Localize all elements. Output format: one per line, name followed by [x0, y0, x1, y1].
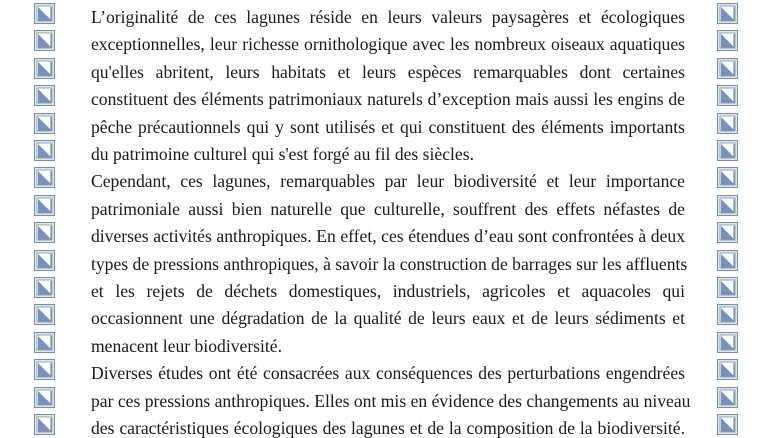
right-page-border — [717, 0, 741, 438]
broken-image-placeholder-icon — [34, 30, 56, 52]
text-line: exceptionnelles, leur richesse ornithologique avec les nombreux oiseaux aquatiques — [91, 34, 685, 55]
text-line: patrimoniale aussi bien naturelle que culturelle, souffrent des effets néfastes de — [91, 198, 685, 219]
broken-image-placeholder-icon — [34, 250, 56, 272]
paragraph-2 — [91, 168, 688, 360]
text-line: du patrimoine culturel qui s'est forgé au fil des siècles. — [91, 144, 474, 165]
broken-image-placeholder-icon — [717, 222, 739, 244]
text-line: Diverses études ont été consacrées aux conséquences des perturbations engendrées — [91, 363, 685, 384]
text-line: constituent des éléments patrimoniaux naturels d’exception mais aussi les engins de — [91, 89, 685, 110]
broken-image-placeholder-icon — [34, 195, 56, 217]
broken-image-placeholder-icon — [34, 277, 56, 299]
paragraph-3 — [91, 360, 691, 438]
broken-image-placeholder-icon — [34, 85, 56, 107]
left-page-border — [34, 0, 58, 438]
broken-image-placeholder-icon — [717, 332, 739, 354]
broken-image-placeholder-icon — [717, 387, 739, 409]
broken-image-placeholder-icon — [34, 414, 56, 436]
paragraph-1 — [91, 4, 685, 168]
broken-image-placeholder-icon — [34, 140, 56, 162]
broken-image-placeholder-icon — [34, 167, 56, 189]
broken-image-placeholder-icon — [717, 167, 739, 189]
broken-image-placeholder-icon — [717, 250, 739, 272]
broken-image-placeholder-icon — [717, 85, 739, 107]
broken-image-placeholder-icon — [34, 332, 56, 354]
text-line: menacent leur biodiversité. — [91, 335, 283, 356]
broken-image-placeholder-icon — [34, 3, 56, 25]
broken-image-placeholder-icon — [717, 195, 739, 217]
broken-image-placeholder-icon — [717, 414, 739, 436]
text-line: pêche précautionnels qui y sont utilisés et qui constituent des éléments importants — [91, 116, 685, 137]
text-line: par ces pressions anthropiques. Elles ont mis en évidence des changements au niveau — [91, 390, 691, 411]
broken-image-placeholder-icon — [717, 3, 739, 25]
body-text — [91, 4, 691, 438]
broken-image-placeholder-icon — [34, 387, 56, 409]
broken-image-placeholder-icon — [717, 30, 739, 52]
broken-image-placeholder-icon — [717, 113, 739, 135]
broken-image-placeholder-icon — [34, 304, 56, 326]
text-line: qu'elles abritent, leurs habitats et leurs espèces remarquables dont certaines — [91, 61, 685, 82]
text-line: occasionnent une dégradation de la qualité de leurs eaux et de leurs sédiments et — [91, 308, 685, 329]
broken-image-placeholder-icon — [717, 277, 739, 299]
broken-image-placeholder-icon — [717, 140, 739, 162]
text-line: types de pressions anthropiques, à savoir la construction de barrages sur les affluents — [91, 253, 688, 274]
text-line: Cependant, ces lagunes, remarquables par leur biodiversité et leur importance — [91, 171, 685, 192]
text-line: des caractéristiques écologiques des lagunes et de la composition de la biodiversité. — [91, 418, 685, 438]
broken-image-placeholder-icon — [717, 58, 739, 80]
broken-image-placeholder-icon — [34, 58, 56, 80]
broken-image-placeholder-icon — [34, 113, 56, 135]
broken-image-placeholder-icon — [717, 359, 739, 381]
text-line: diverses activités anthropiques. En effet, ces étendues d’eau sont confrontées à deux — [91, 226, 685, 247]
broken-image-placeholder-icon — [34, 359, 56, 381]
text-line: et les rejets de déchets domestiques, industriels, agricoles et aquacoles qui — [91, 281, 685, 302]
broken-image-placeholder-icon — [717, 304, 739, 326]
broken-image-placeholder-icon — [34, 222, 56, 244]
text-line: L’originalité de ces lagunes réside en leurs valeurs paysagères et écologiques — [91, 7, 685, 27]
